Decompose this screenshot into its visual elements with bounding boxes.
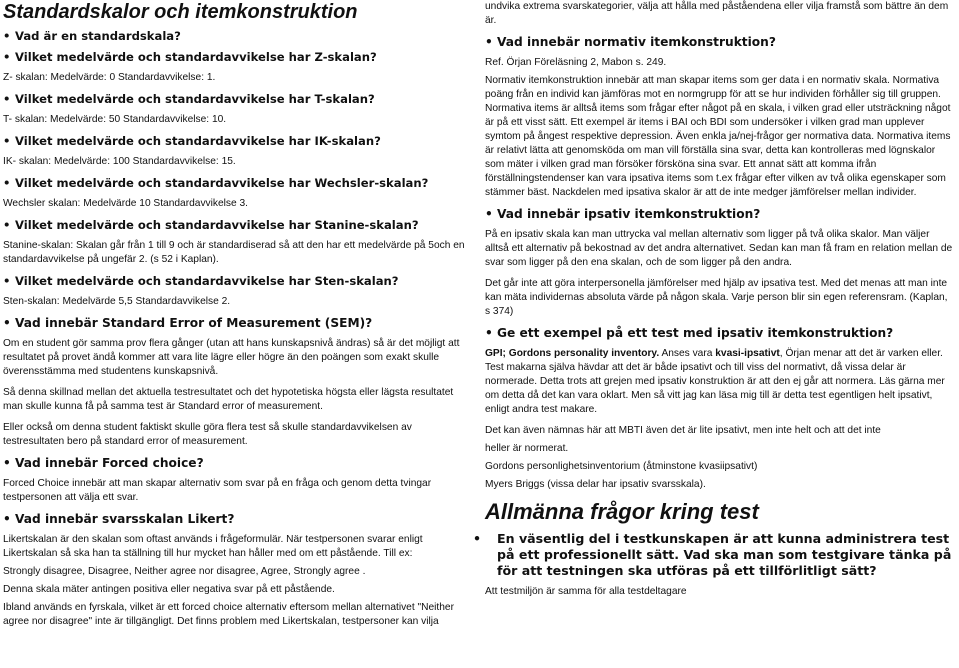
continued-paragraph: undvika extrema svarskategorier, välja att hålla med påståendena eller vilja framstå som bättre än dem är. <box>485 1 949 26</box>
question-z-scale: • Vilket medelvärde och standardavvikelse har Z-skalan? <box>3 50 377 64</box>
bullet-icon: • <box>485 35 493 49</box>
left-column <box>3 0 473 636</box>
bullet-icon: • <box>3 274 11 288</box>
answer-gordon: Gordons personlighetsinventorium (åtminstone kvasiipsativt) <box>485 461 758 472</box>
question-administration: • En väsentlig del i testkunskapen är att kunna administrera test på ett professionellt sätt. Vad ska man som testgivare tänka på för att testningen ska utföras på ett tillförlitligt sätt? <box>473 531 952 579</box>
answer-administration: Att testmiljön är samma för alla testdeltagare <box>485 586 687 598</box>
answer-myers-briggs: Myers Briggs (vissa delar har ipsativ svarsskala). <box>485 479 706 490</box>
bullet-icon: • <box>485 326 493 340</box>
answer-stanine-scale: Stanine-skalan: Skalan går från 1 till 9 och är standardiserad så att den har ett medelvärde på 5och en standardavvikelse på ungefär 2. (s 52 i Kaplan). <box>3 240 465 265</box>
answer-normative: Normativ itemkonstruktion innebär att man skapar items som ger data i en normativ skala. Normativa poäng från en individ kan jämföras mot en normgrupp för att se hur individen förhåller sig till gruppen. Normativa items är alltså items som frågar efter något på en skala, i vilken grad eller utsträckning något är på ett visst sätt. Ett exempel är items i BAI och BDI som undersöker i vilken grad man upplever symtom på ångest respektive depression. Även enkla ja/nej-frågor ger normativa data. Normativa items är relativt lätta att genomsköda om man vill förställa sina svar, detta kan kontrolleras med lögnskalor som mäter i vilken grad man försöker försköna sina svar. Ett annat sätt att komma ifrån förställningstendenser kan vara ipsativa items som t.ex frågar efter vilken av två olika egenskaper som stämmer bäst. Nackdelen med ipsativa skalor är att de inte medger jämförelser mellan individer. <box>485 75 951 198</box>
answer-mbti: Det kan även nämnas här att MBTI även det är lite ipsativt, men inte helt och att det inte <box>485 425 881 436</box>
answer-forced-choice: Forced Choice innebär att man skapar alternativ som svar på en fråga och genom detta tvingar testpersonen att välja ett svar. <box>3 478 432 503</box>
answer-sem-paragraph-2: Så denna skillnad mellan det aktuella testresultatet och det hypotetiska högsta eller lägsta resultatet man skulle kunna få på samma test är Standard error of measurement. <box>3 387 454 412</box>
bullet-icon: • <box>3 218 11 232</box>
bullet-icon: • <box>485 207 493 221</box>
question-sem: • Vad innebär Standard Error of Measurement (SEM)? <box>3 316 373 330</box>
answer-ik-scale: IK- skalan: Medelvärde: 100 Standardavvikelse: 15. <box>3 156 236 167</box>
answer-likert-paragraph-3: Denna skala mäter antingen positiva eller negativa svar på ett påstående. <box>3 584 335 595</box>
question-stanine-scale: • Vilket medelvärde och standardavvikelse har Stanine-skalan? <box>3 218 419 232</box>
question-normative: • Vad innebär normativ itemkonstruktion? <box>485 35 776 49</box>
question-sten-scale: • Vilket medelvärde och standardavvikelse har Sten-skalan? <box>3 274 399 288</box>
question-t-scale: • Vilket medelvärde och standardavvikelse har T-skalan? <box>3 92 375 106</box>
answer-mbti-cont: heller är normerat. <box>485 443 569 454</box>
question-wechsler-scale: • Vilket medelvärde och standardavvikelse har Wechsler-skalan? <box>3 176 429 190</box>
answer-gpi: GPI; Gordons personality inventory. Anses vara kvasi-ipsativt, Örjan menar att det är varken eller. Test makarna själva hävdar att det är både ipsativt och till viss del normativt, då vissa delar är normerade. Detta trots att grejen med ipsativ konstruktion är att den ej går att normera. Läs gärna mer om detta då det kan vara oklart. Men så vitt jag kan läsa mig till är detta test egentligen helt ipsativt, enligt andra test makare. <box>485 348 945 415</box>
bullet-icon: • <box>473 531 482 547</box>
bullet-icon: • <box>3 29 11 43</box>
answer-likert-paragraph-4: Ibland används en fyrskala, vilket är ett forced choice alternativ eftersom mellan alternativet "Neither agree nor disagree" inte är tillgängligt. Det finns problem med Likertskalan, testpersoner kan vilja <box>3 602 454 627</box>
answer-likert-paragraph-1: Likertskalan är den skalan som oftast används i frågeformulär. När testpersonen svarar enligt Likertskalan så ska han ta ställning till hur mycket han håller med om ett påstående. Till ex: <box>3 534 423 559</box>
question-ipsative: • Vad innebär ipsativ itemkonstruktion? <box>485 207 761 221</box>
right-column <box>473 0 955 606</box>
question-ipsative-example: • Ge ett exempel på ett test med ipsativ itemkonstruktion? <box>485 326 894 340</box>
bullet-icon: • <box>3 316 11 330</box>
answer-wechsler-scale: Wechsler skalan: Medelvärde 10 Standardavvikelse 3. <box>3 198 249 209</box>
bullet-icon: • <box>3 134 11 148</box>
answer-ipsative-paragraph-1: På en ipsativ skala kan man uttrycka val mellan alternativ som ligger på två olika skalor. Man väljer alltså ett alternativ på bekostnad av det andra alternativet. Sedan kan man få fram en relation mellan de svar som ligger på den ena skalan, och de som ligger på den andra. <box>485 229 953 268</box>
bullet-icon: • <box>3 456 11 470</box>
bullet-icon: • <box>3 176 11 190</box>
bullet-icon: • <box>3 512 11 526</box>
question-standard-scale: • Vad är en standardskala? <box>3 29 181 43</box>
question-forced-choice: • Vad innebär Forced choice? <box>3 456 204 470</box>
section-title: Allmänna frågor kring test <box>485 499 759 524</box>
page-title: Standardskalor och itemkonstruktion <box>3 1 358 23</box>
answer-likert-paragraph-2: Strongly disagree, Disagree, Neither agree nor disagree, Agree, Strongly agree . <box>3 566 366 577</box>
answer-sem-paragraph-3: Eller också om denna student faktiskt skulle göra flera test så skulle standardavvikelsen av testresultaten bero på standard error of measurement. <box>3 422 412 447</box>
answer-sten-scale: Sten-skalan: Medelvärde 5,5 Standardavvikelse 2. <box>3 296 231 307</box>
answer-sem-paragraph-1: Om en student gör samma prov flera gånger (utan att hans kunskapsnivå ändras) så är det möjligt att resultatet på provet ändå kommer att vara lite lägre eller högre än den poängen som exakt skulle överensstämma med studentens kunskapsnivå. <box>3 338 460 377</box>
question-likert: • Vad innebär svarsskalan Likert? <box>3 512 235 526</box>
answer-z-scale: Z- skalan: Medelvärde: 0 Standardavvikelse: 1. <box>3 72 216 83</box>
answer-ipsative-paragraph-2: Det går inte att göra interpersonella jämförelser med hjälp av ipsativa test. Med det menas att man inte kan mäta individernas absoluta värde på någon skala. Varje person blir sin egen referensram. (Kaplan, s 374) <box>485 278 948 317</box>
bullet-icon: • <box>3 50 11 64</box>
answer-t-scale: T- skalan: Medelvärde: 50 Standardavvikelse: 10. <box>3 114 227 125</box>
reference-normative: Ref. Örjan Föreläsning 2, Mabon s. 249. <box>485 57 667 68</box>
question-ik-scale: • Vilket medelvärde och standardavvikelse har IK-skalan? <box>3 134 381 148</box>
bullet-icon: • <box>3 92 11 106</box>
